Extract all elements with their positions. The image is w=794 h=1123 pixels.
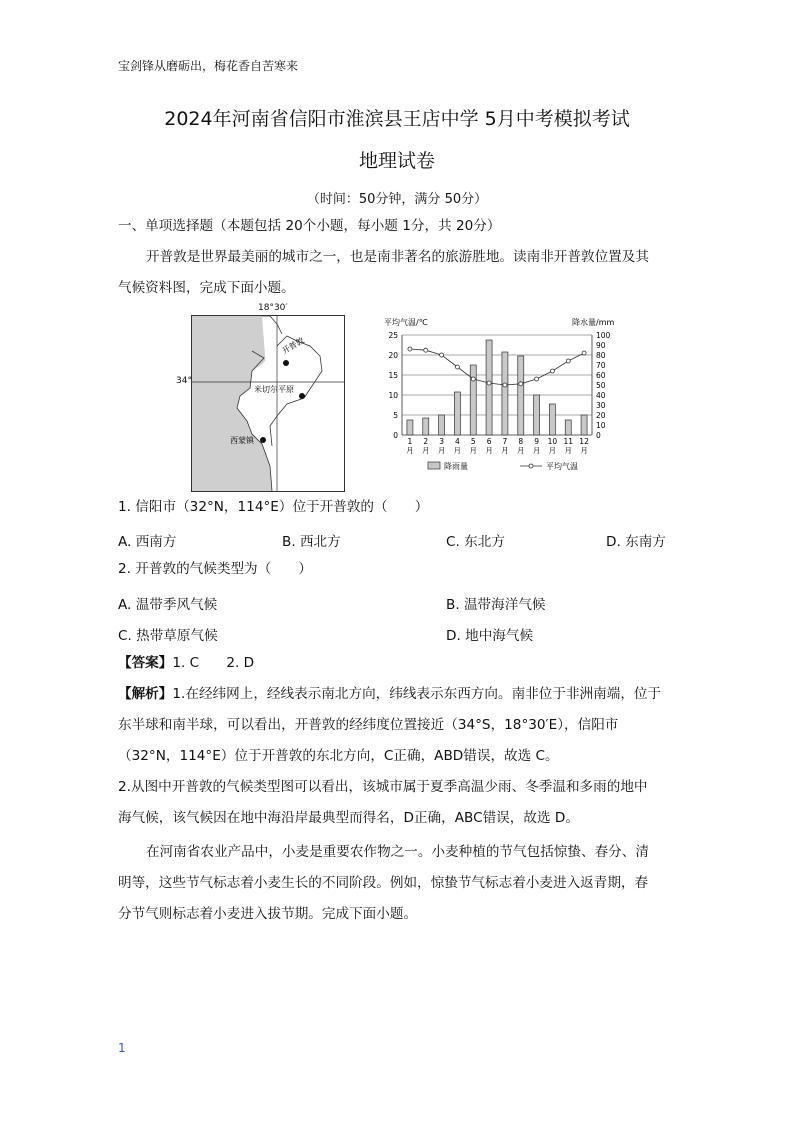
question-1-stem: 1. 信阳市（32°N，114°E）位于开普敦的（ ） bbox=[118, 499, 429, 515]
temperature-point bbox=[471, 377, 475, 381]
x-tick-unit: 月 bbox=[580, 446, 588, 455]
x-tick-unit: 月 bbox=[532, 446, 541, 455]
x-tick-unit: 月 bbox=[469, 446, 477, 455]
temperature-point bbox=[566, 359, 570, 363]
time-note: （时间：50分钟，满分 50分） bbox=[306, 192, 488, 207]
temperature-point bbox=[455, 365, 459, 369]
analysis-line3: （32°N，114°E）位于开普敦的东北方向，C正确，ABD错误，故选 C。 bbox=[118, 748, 559, 764]
x-tick-unit: 月 bbox=[437, 446, 446, 455]
section-heading: 一、单项选择题（本题包括 20个小题，每小题 1分，共 20分） bbox=[118, 218, 501, 234]
x-tick-label: 1 bbox=[407, 437, 413, 446]
q1-option-b[interactable]: B. 西北方 bbox=[282, 534, 341, 550]
temperature-point bbox=[503, 383, 507, 387]
precip-bar bbox=[565, 420, 571, 435]
temperature-point bbox=[408, 347, 412, 351]
analysis-line5: 海气候，该气候因在地中海沿岸最典型而得名，D正确，ABC错误，故选 D。 bbox=[118, 810, 579, 826]
left-tick-label: 25 bbox=[388, 331, 398, 340]
mitchells-plain-dot bbox=[299, 393, 305, 399]
right-tick-label: 100 bbox=[596, 331, 611, 340]
right-tick-label: 70 bbox=[596, 361, 606, 370]
precip-bar bbox=[534, 395, 540, 435]
right-tick-label: 90 bbox=[596, 341, 606, 350]
temperature-point bbox=[519, 382, 523, 386]
temperature-line bbox=[410, 349, 584, 385]
location-map bbox=[191, 315, 345, 492]
x-tick-unit: 月 bbox=[501, 446, 509, 455]
precip-bar bbox=[549, 404, 555, 435]
question-2-stem: 2. 开普敦的气候类型为（ ） bbox=[118, 561, 313, 577]
x-tick-label: 7 bbox=[502, 437, 508, 446]
intro1-line1: 开普敦是世界最美丽的城市之一，也是南非著名的旅游胜地。读南非开普敦位置及其 bbox=[146, 249, 649, 265]
precip-bar bbox=[581, 415, 587, 435]
page-title: 2024年河南省信阳市淮滨县王店中学 5月中考模拟考试 bbox=[164, 108, 630, 130]
x-tick-unit: 月 bbox=[517, 446, 525, 455]
x-tick-label: 9 bbox=[534, 437, 539, 446]
precip-bar bbox=[407, 420, 413, 435]
precip-bar bbox=[439, 415, 445, 435]
page-subtitle: 地理试卷 bbox=[358, 150, 435, 172]
temperature-point bbox=[487, 381, 491, 385]
x-tick-label: 6 bbox=[486, 437, 492, 446]
right-tick-label: 50 bbox=[596, 381, 606, 390]
x-tick-label: 5 bbox=[470, 437, 476, 446]
left-axis-label: 平均气温/℃ bbox=[384, 318, 428, 327]
x-tick-label: 10 bbox=[547, 437, 558, 446]
answer-text: 1. C 2. D bbox=[172, 655, 255, 671]
intro1-line2: 气候资料图，完成下面小题。 bbox=[118, 280, 295, 296]
x-tick-unit: 月 bbox=[548, 446, 557, 455]
simonstown-label: 西蒙镇 bbox=[230, 436, 254, 445]
x-tick-label: 12 bbox=[579, 437, 589, 446]
legend-precip-label: 降雨量 bbox=[444, 462, 468, 471]
right-tick-label: 0 bbox=[596, 431, 601, 440]
analysis-line4: 2.从图中开普敦的气候类型图可以看出，该城市属于夏季高温少雨、冬季温和多雨的地中 bbox=[118, 779, 648, 795]
header-motto: 宝剑锋从磨砺出，梅花香自苦寒来 bbox=[118, 59, 299, 73]
right-tick-label: 20 bbox=[596, 411, 606, 420]
x-tick-unit: 月 bbox=[453, 446, 462, 455]
mitchells-plain-label: 米切尔平原 bbox=[254, 385, 294, 394]
temperature-point bbox=[535, 377, 539, 381]
precip-bar bbox=[486, 340, 492, 435]
right-tick-label: 10 bbox=[596, 421, 606, 430]
right-tick-label: 40 bbox=[596, 391, 606, 400]
page-number: 1 bbox=[118, 1041, 126, 1055]
analysis-line2: 东半球和南半球，可以看出，开普敦的经纬度位置接近（34°S，18°30′E），信阳市 bbox=[118, 717, 619, 733]
left-tick-label: 15 bbox=[388, 371, 398, 380]
intro2-line3: 分节气则标志着小麦进入拔节期。完成下面小题。 bbox=[118, 906, 418, 922]
q1-option-c[interactable]: C. 东北方 bbox=[446, 534, 505, 550]
legend-line-marker bbox=[529, 464, 533, 468]
precip-bar bbox=[423, 418, 429, 435]
climate-chart bbox=[380, 315, 615, 480]
answer-line bbox=[118, 648, 254, 679]
right-axis-label: 降水量/mm bbox=[572, 318, 615, 327]
q2-option-d[interactable]: D. 地中海气候 bbox=[446, 628, 534, 644]
x-tick-unit: 月 bbox=[422, 446, 430, 455]
analysis-label: 【解析】 bbox=[118, 686, 173, 702]
x-tick-label: 4 bbox=[455, 437, 460, 446]
left-tick-label: 5 bbox=[393, 411, 398, 420]
right-tick-label: 80 bbox=[596, 351, 606, 360]
legend-temp-label: 平均气温 bbox=[546, 462, 578, 471]
precip-bar bbox=[454, 392, 460, 435]
x-tick-unit: 月 bbox=[406, 446, 414, 455]
x-tick-label: 11 bbox=[563, 437, 574, 446]
temperature-point bbox=[582, 351, 586, 355]
x-tick-label: 8 bbox=[518, 437, 524, 446]
x-tick-label: 3 bbox=[439, 437, 444, 446]
left-tick-label: 20 bbox=[388, 351, 398, 360]
x-tick-unit: 月 bbox=[485, 446, 493, 455]
temperature-point bbox=[424, 348, 428, 352]
capetown-label: 开普敦 bbox=[280, 335, 306, 356]
precip-bar bbox=[470, 365, 476, 435]
map-longitude-label: 18°30′ bbox=[258, 303, 288, 313]
q1-option-a[interactable]: A. 西南方 bbox=[118, 534, 177, 550]
q2-option-c[interactable]: C. 热带草原气候 bbox=[118, 628, 218, 644]
x-tick-label: 2 bbox=[423, 437, 429, 446]
right-tick-label: 60 bbox=[596, 371, 606, 380]
answer-label: 【答案】 bbox=[118, 655, 173, 671]
capetown-dot bbox=[283, 360, 289, 366]
x-tick-unit: 月 bbox=[564, 446, 572, 455]
left-tick-label: 10 bbox=[388, 391, 398, 400]
q2-option-a[interactable]: A. 温带季风气候 bbox=[118, 597, 218, 613]
temperature-point bbox=[550, 369, 554, 373]
q1-option-d[interactable]: D. 东南方 bbox=[606, 534, 666, 550]
intro2-line2: 明等，这些节气标志着小麦生长的不同阶段。例如，惊蛰节气标志着小麦进入返青期，春 bbox=[118, 875, 649, 891]
analysis-line1 bbox=[118, 679, 661, 710]
analysis-text-1: 1.在经纬网上，经线表示南北方向，纬线表示东西方向。南非位于非洲南端，位于 bbox=[172, 686, 662, 702]
precip-bar bbox=[518, 356, 524, 435]
precip-bar bbox=[502, 352, 508, 435]
simonstown-dot bbox=[260, 437, 266, 443]
left-tick-label: 0 bbox=[393, 431, 398, 440]
temperature-point bbox=[440, 353, 444, 357]
intro2-line1: 在河南省农业产品中，小麦是重要农作物之一。小麦种植的节气包括惊蛰、春分、清 bbox=[146, 844, 649, 860]
legend-bar-swatch bbox=[428, 462, 440, 469]
right-tick-label: 30 bbox=[596, 401, 606, 410]
map-latitude-label: 34° bbox=[176, 376, 192, 386]
q2-option-b[interactable]: B. 温带海洋气候 bbox=[446, 597, 546, 613]
